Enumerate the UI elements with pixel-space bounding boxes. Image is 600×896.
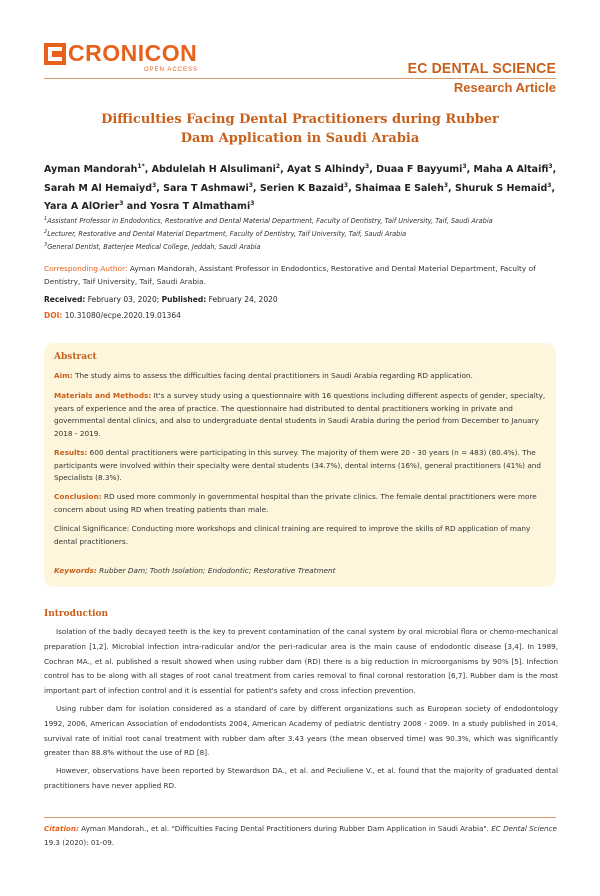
received-label: Received: xyxy=(44,295,86,304)
author-sup: 3 xyxy=(152,181,157,189)
logo-mark-icon xyxy=(44,43,66,65)
citation xyxy=(44,822,558,850)
affiliation-sup: 3 xyxy=(44,242,48,248)
published-date: February 24, 2020 xyxy=(206,295,278,304)
conclusion-label: Conclusion: xyxy=(54,492,102,501)
article-type: Research Article xyxy=(453,80,556,95)
author-sup: 3 xyxy=(443,181,449,189)
author: Ayat S Alhindy xyxy=(287,164,366,176)
author-sup: 3 xyxy=(248,181,253,189)
published-label: Published: xyxy=(161,295,207,304)
logo-text: CRONICON xyxy=(68,40,198,66)
dates xyxy=(44,295,278,304)
title-line-2: Dam Application in Saudi Arabia xyxy=(180,131,420,146)
footer-divider xyxy=(44,817,556,818)
affiliation-sup: 2 xyxy=(44,229,48,235)
author-sup: 3 xyxy=(119,200,124,208)
article-title xyxy=(100,110,500,148)
received-date: February 03, 2020; xyxy=(85,295,162,304)
affiliation-1 xyxy=(44,216,559,225)
abstract-aim xyxy=(54,370,548,383)
author: Sara T Ashmawi xyxy=(163,182,249,194)
affiliation-text: Lecturer, Restorative and Dental Material Department, Faculty of Dentistry, Taif University, Taif, Saudi Arabia xyxy=(47,230,407,239)
abstract-heading: Abstract xyxy=(54,352,97,362)
author: Sarah M Al Hemaiyd xyxy=(44,182,153,194)
methods-label: Materials and Methods: xyxy=(54,391,152,400)
intro-paragraph-3: However, observations have been reported by Stewardson DA., et al. and Peciuliene V., et al. found that the majority of graduated dental practitioners have never applied RD. xyxy=(44,766,558,790)
abstract-results xyxy=(54,447,548,485)
author-sup: 3 xyxy=(365,163,370,170)
corresponding-text: Ayman Mandorah, Assistant Professor in Endodontics, Restorative and Dental Material Department, Faculty of Dentistry, Taif University, Taif, Saudi Arabia. xyxy=(44,264,536,286)
methods-text: It's a survey study using a questionnaire with 16 questions including different aspects of gender, specialty, years of experience and the area of practice. The questionnaire had distributed to dental practitioners working in private and governmental dental clinics, and also to undergraduate dental students in Saudi Arabia during the period from December to January 2018 - 2019. xyxy=(54,391,546,438)
abstract-keywords xyxy=(54,565,548,578)
author: Duaa F Bayyumi xyxy=(376,164,463,176)
corresponding-author xyxy=(44,262,559,288)
corresponding-label: Corresponding Author: xyxy=(44,264,128,273)
abstract-box xyxy=(44,343,556,587)
author: Maha A Altaifi xyxy=(473,164,549,176)
author: Yara A AlOrier xyxy=(44,201,120,213)
title-line-1: Difficulties Facing Dental Practitioners during Rubber xyxy=(101,112,499,127)
author: Shuruk S Hemaid xyxy=(454,182,548,194)
citation-text: Ayman Mandorah., et al. "Difficulties Facing Dental Practitioners during Rubber Dam Application in Saudi Arabia". xyxy=(78,824,492,833)
citation-journal: EC Dental Science xyxy=(491,824,557,833)
keywords-label: Keywords: xyxy=(54,566,97,575)
publisher-logo xyxy=(44,40,199,75)
author-sup: 3 xyxy=(547,181,552,189)
citation-label: Citation: xyxy=(44,824,79,833)
abstract-clinical: Clinical Significance: Conducting more workshops and clinical training are required to improve the skills of RD application of many dental practitioners. xyxy=(54,524,531,546)
author: Abdulelah H Alsulimani xyxy=(151,164,276,176)
doi-label: DOI: xyxy=(44,311,63,320)
doi-value[interactable]: 10.31080/ecpe.2020.19.01364 xyxy=(62,311,181,320)
affiliation-sup: 1 xyxy=(44,216,48,222)
author: Ayman Mandorah xyxy=(44,164,138,176)
author: Shaimaa E Saleh xyxy=(355,182,444,194)
intro-paragraph-2: Using rubber dam for isolation considered as a standard of care by different organizations such as European society of endodontology 1992, 2006, American Association of endodontists 2004, American Academy of pediatric dentistry 2008 - 2009. In a study published in 2014, survival rate of initial root canal treatment with rubber dam after 3.43 years (the mean observed time) was 90.3%, which was significantly greater than 88.8% without the use of RD [8]. xyxy=(44,704,558,758)
abstract-conclusion xyxy=(54,491,548,516)
author-sup: 3 xyxy=(462,163,467,170)
results-label: Results: xyxy=(54,448,88,457)
header-divider xyxy=(44,78,556,79)
abstract-methods xyxy=(54,390,548,440)
aim-text: The study aims to assess the difficulties facing dental practitioners in Saudi Arabia regarding RD application. xyxy=(72,371,473,380)
author-list: Ayman Mandorah$^{1*}$, Abdulelah H Alsulimani$^2$, Ayat S Alhindy$^3$, Duaa F Bayyumi$^3$, Maha A Altaifi$^3$, Sarah M Al Hemaiyd$^3$, Sara T Ashmawi$^3$, Serien K Bazaid$^3$, Shaimaa E Saleh$^3$, Shuruk S Hemaid$^3$, Yara A AlOrier$^3$ and Yosra T Almathami$^3$ xyxy=(44,163,557,213)
author-sup: 3 xyxy=(343,181,349,189)
affiliation-3 xyxy=(44,242,559,251)
doi xyxy=(44,311,181,320)
affiliation-text: Assistant Professor in Endodontics, Restorative and Dental Material Department, Faculty of Dentistry, Taif University, Taif, Saudi Arabia xyxy=(47,217,493,226)
affiliation-text: General Dentist, Batterjee Medical College, Jeddah, Saudi Arabia xyxy=(47,243,261,252)
keywords-text: Rubber Dam; Tooth Isolation; Endodontic; Restorative Treatment xyxy=(96,566,336,575)
author-sup: 3 xyxy=(250,200,255,208)
author-sup: 1* xyxy=(137,163,145,170)
author: Serien K Bazaid xyxy=(259,182,344,194)
affiliation-2 xyxy=(44,229,559,238)
citation-rest: 19.3 (2020): 01-09. xyxy=(44,838,115,847)
author-sup: 3 xyxy=(548,163,553,170)
intro-paragraph-1: Isolation of the badly decayed teeth is the key to prevent contamination of the canal system by oral microbial flora or chemo-mechanical preparation [1,2]. Microbial infection intra-radicular and/or the peri-radicular area is the main cause of endodontic disease [3,4]. In 1989, Cochran MA., et al. published a result showed when using rubber dam (RD) there is a big reduction in microorganisms by 90% [5]. Infection control has to be along with all stages of root canal treatment from caries removal to final coronal restoration [6,7]. Rubber dam is the most important part of infection control and it is essential for patient's safety and cross infection prevention. xyxy=(44,627,558,696)
results-text: 600 dental practitioners were participating in this survey. The majority of them were 20 - 30 years (n = 483) (80.4%). The participants were involved within their specialty were dental students (34.7%), dental interns (16%), general practitioners (41%) and Specialists (8.3%). xyxy=(54,448,542,483)
conclusion-text: RD used more commonly in governmental hospital than the private clinics. The female dental practitioners were more concern about using RD when treating patients than male. xyxy=(54,492,537,514)
author-sup: 2 xyxy=(275,163,281,170)
introduction-heading: Introduction xyxy=(44,609,109,619)
journal-name: EC DENTAL SCIENCE xyxy=(407,59,556,77)
aim-label: Aim: xyxy=(54,371,73,380)
logo-subtext: OPEN ACCESS xyxy=(144,67,199,73)
author: Yosra T Almathami xyxy=(150,201,251,213)
